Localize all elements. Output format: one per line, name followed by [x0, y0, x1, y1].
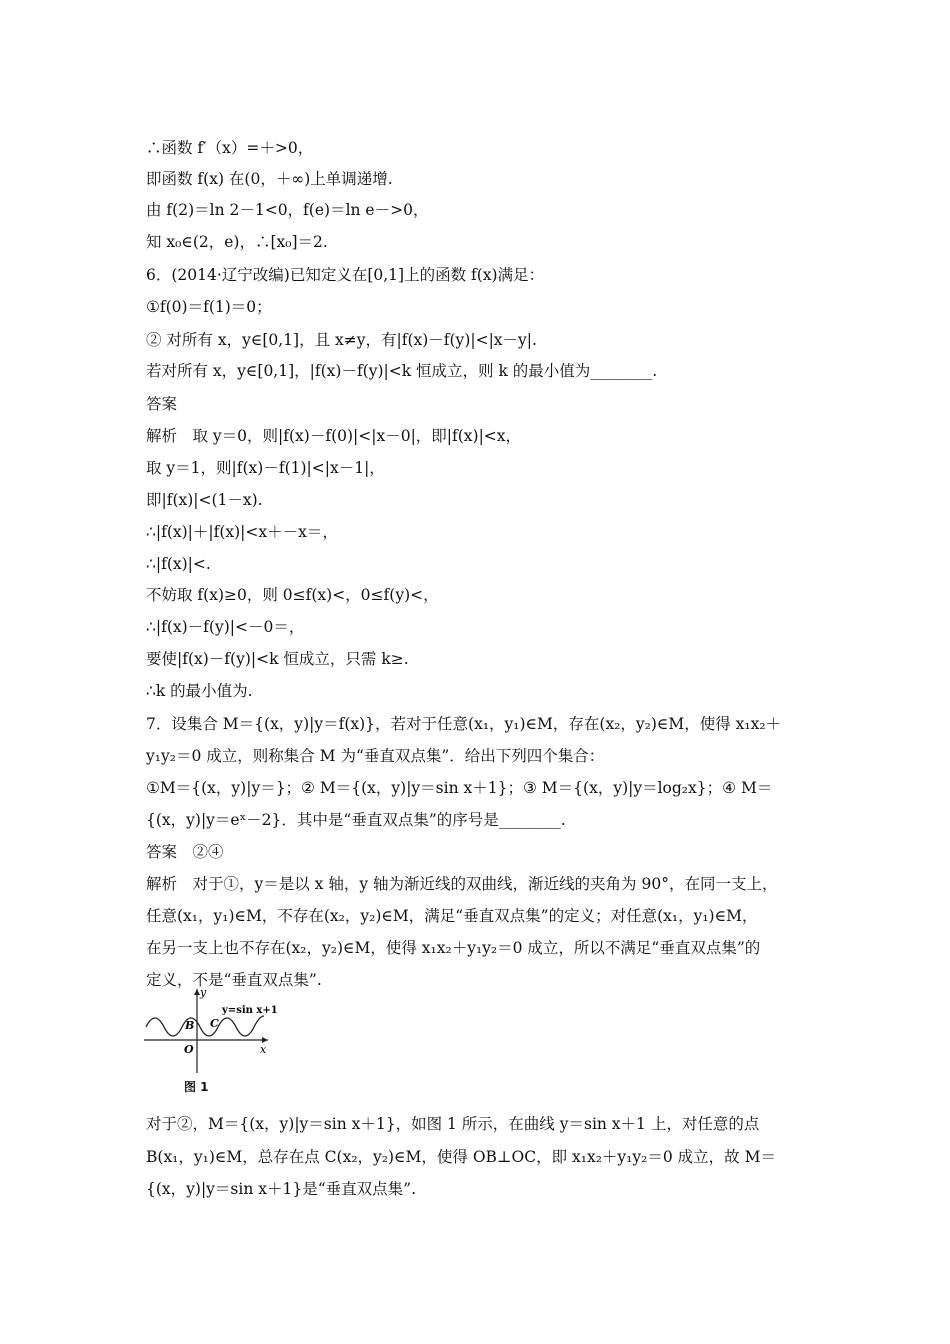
text-line: ② 对所有 x，y∈[0,1]，且 x≠y，有|f(x)－f(y)|<|x－y|. [146, 331, 537, 349]
text-line: {(x，y)|y＝sin x＋1}是“垂直双点集”. [146, 1180, 416, 1198]
x-axis-label: x [260, 1043, 267, 1056]
text-line: 即函数 f(x) 在(0，＋∞)上单调递增. [146, 170, 393, 188]
text-line: ∴函数 f′（x）=＋>0， [146, 139, 314, 157]
text-line: y₁y₂＝0 成立，则称集合 M 为“垂直双点集”．给出下列四个集合： [146, 747, 605, 765]
text-line: ∴|f(x)|<. [146, 555, 211, 573]
text-line: ①f(0)＝f(1)＝0； [146, 298, 272, 316]
text-line: 不妨取 f(x)≥0，则 0≤f(x)<，0≤f(y)<， [146, 586, 439, 604]
point-c-label: C [210, 1017, 219, 1030]
y-axis-label: y [200, 986, 207, 999]
text-line: 任意(x₁，y₁)∈M，不存在(x₂，y₂)∈M，满足“垂直双点集”的定义；对任意(x₁，y₁)∈M， [146, 907, 758, 925]
problem-7-title: 7．设集合 M＝{(x，y)|y＝f(x)}，若对于任意(x₁，y₁)∈M，存在(x₂，y₂)∈M，使得 x₁x₂＋ [146, 715, 782, 733]
text-line: ①M＝{(x，y)|y＝}；② M＝{(x，y)|y＝sin x＋1}；③ M＝{(x，y)|y＝log₂x}；④ M＝ [146, 779, 773, 797]
text-line: 在另一支上也不存在(x₂，y₂)∈M，使得 x₁x₂＋y₁y₂＝0 成立，所以不满足“垂直双点集”的 [146, 939, 761, 957]
sine-curve [146, 1016, 264, 1036]
text-line: 解析 取 y＝0，则|f(x)－f(0)|<|x－0|，即|f(x)|<x， [146, 427, 522, 445]
text-line: 知 x₀∈(2，e)，∴[x₀]＝2. [146, 233, 328, 251]
text-line: ∴k 的最小值为. [146, 682, 253, 700]
text-line: 对于②，M＝{(x，y)|y＝sin x＋1}，如图 1 所示，在曲线 y＝sin x＋1 上，对任意的点 [146, 1115, 760, 1133]
text-line: ∴|f(x)－f(y)|<－0＝， [146, 618, 305, 636]
text-line: {(x，y)|y＝eˣ－2}．其中是“垂直双点集”的序号是________. [146, 811, 566, 829]
text-line: 由 f(2)＝ln 2－1<0，f(e)＝ln e－>0， [146, 201, 429, 219]
answer-label: 答案 [146, 395, 178, 413]
text-line: B(x₁，y₁)∈M，总存在点 C(x₂，y₂)∈M，使得 OB⊥OC，即 x₁x₂＋y₁y₂＝0 成立，故 M＝ [146, 1148, 776, 1166]
sine-graph [140, 985, 290, 1077]
figure-caption: 图 1 [184, 1080, 209, 1094]
text-line: 解析 对于①，y＝是以 x 轴，y 轴为渐近线的双曲线，渐近线的夹角为 90°，在同一支上， [146, 875, 778, 893]
answer-label: 答案 ②④ [146, 843, 224, 861]
problem-6-title: 6．(2014·辽宁改编)已知定义在[0,1]上的函数 f(x)满足： [146, 266, 545, 284]
text-line: 要使|f(x)－f(y)|<k 恒成立，只需 k≥. [146, 650, 409, 668]
text-line: 若对所有 x，y∈[0,1]，|f(x)－f(y)|<k 恒成立，则 k 的最小值为________. [146, 362, 658, 380]
origin-label: O [184, 1043, 194, 1056]
text-line: ∴|f(x)|＋|f(x)|<x＋－x＝， [146, 523, 338, 541]
point-b-label: B [185, 1019, 195, 1032]
text-line: 取 y＝1，则|f(x)－f(1)|<|x－1|， [146, 459, 385, 477]
curve-label: y=sin x+1 [222, 1005, 278, 1016]
figure-1 [140, 985, 290, 1105]
text-line: 即|f(x)|<(1－x). [146, 491, 263, 509]
text-line: 定义，不是“垂直双点集”. [146, 971, 322, 989]
